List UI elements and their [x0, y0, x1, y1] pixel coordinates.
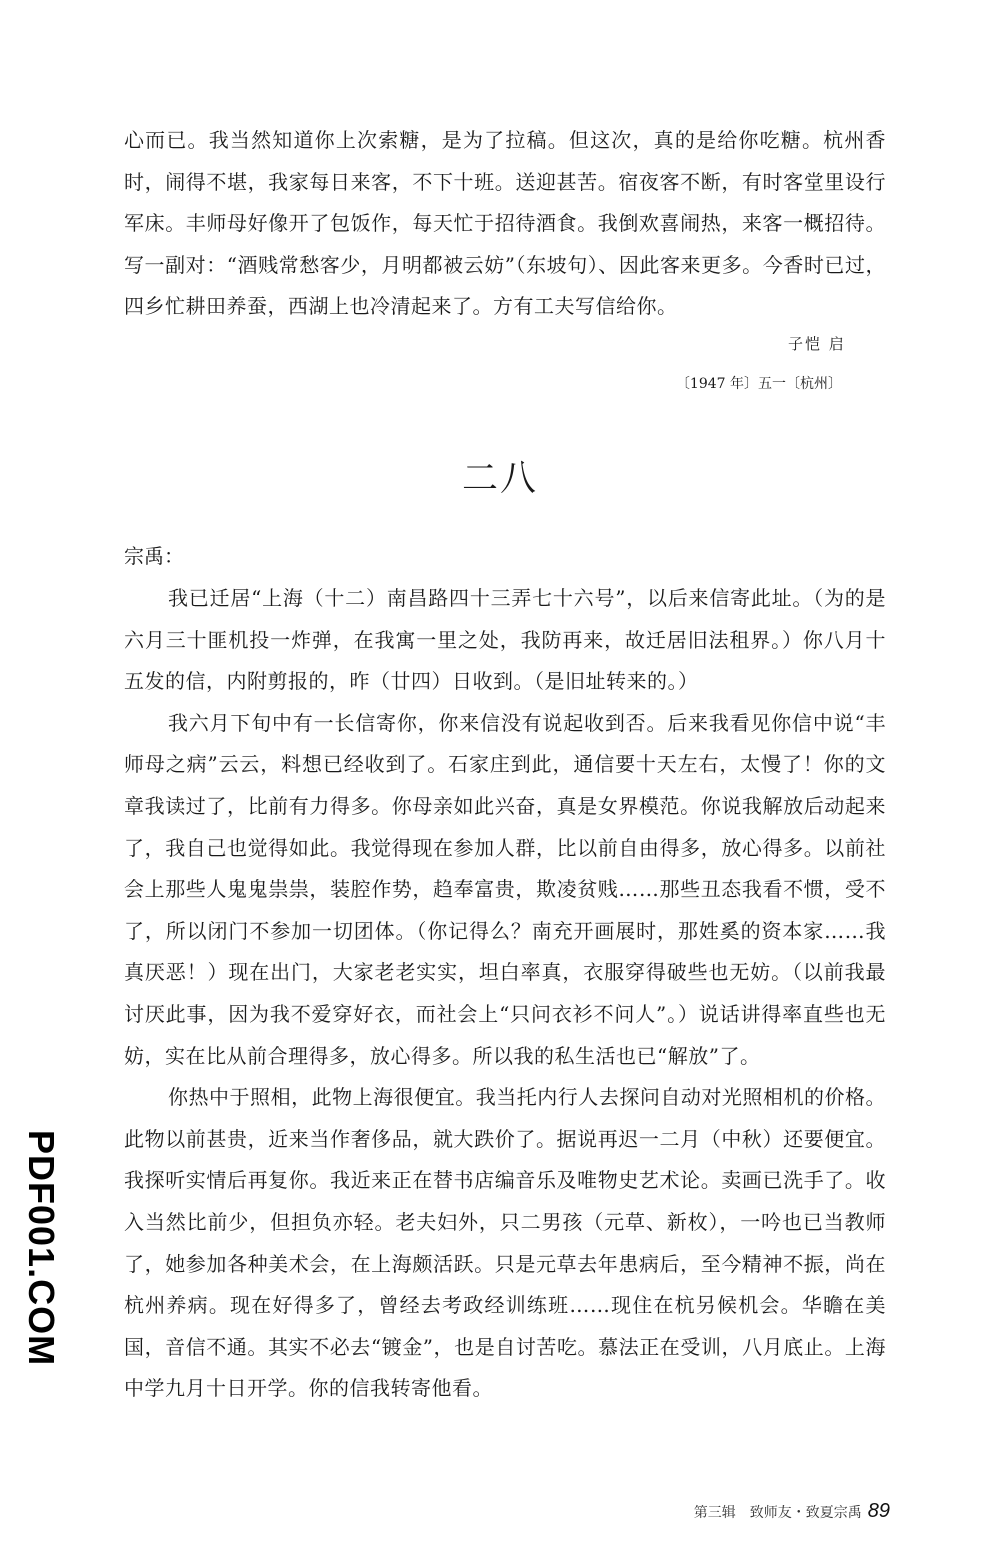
page-number: 89 — [867, 1500, 890, 1522]
paragraph: 你热中于照相，此物上海很便宜。我当托内行人去探问自动对光照相机的价格。此物以前甚贵，近来当作奢侈品，就大跌价了。据说再迟一二月（中秋）还要便宜。我探听实情后再复你。我近来正在替书店编音乐及唯物史艺术论。卖画已洗手了。收入当然比前少，但担负亦轻。老夫妇外，只二男孩（元草、新枚），一吟也已当教师了，她参加各种美术会，在上海颇活跃。只是元草去年患病后，至今精神不振，尚在杭州养病。现在好得多了，曾经去考政经训练班……现住在杭另候机会。华瞻在美国，音信不通。其实不必去“镀金”，也是自讨苦吃。慕法正在受训，八月底止。上海中学九月十日开学。你的信我转寄他看。 — [124, 1085, 886, 1401]
watermark: PDF001.COM — [21, 1130, 62, 1367]
letter-27-date: 〔1947 年〕五一〔杭州〕 — [675, 376, 842, 392]
letter-28-salutation: 宗禹： — [124, 544, 184, 568]
letter-28-heading: 二八 — [461, 458, 538, 499]
letter-27-signature: 子恺 启 — [788, 335, 846, 353]
letter-27-closing-text: 心而已。我当然知道你上次索糖，是为了拉稿。但这次，真的是给你吃糖。杭州香时，闹得不堪，我家每日来客，不下十班。送迎甚苦。宿夜客不断，有时客堂里设行军床。丰师母好像开了包饭作，每天忙于招待酒食。我倒欢喜闹热，来客一概招待。写一副对：“酒贱常愁客少，月明都被云妨”（东坡句）、因此客来更多。今香时已过，四乡忙耕田养蚕，西湖上也冷清起来了。方有工夫写信给你。 — [124, 128, 886, 318]
footer-section: 第三辑 致师友・致夏宗禹 — [693, 1505, 862, 1521]
letter-28-body — [124, 578, 886, 1410]
paragraph: 我六月下旬中有一长信寄你，你来信没有说起收到否。后来我看见你信中说“丰师母之病”云云，料想已经收到了。石家庄到此，通信要十天左右，太慢了！你的文章我读过了，比前有力得多。你母亲如此兴奋，真是女界模范。你说我解放后动起来了，我自己也觉得如此。我觉得现在参加人群，比以前自由得多，放心得多。以前社会上那些人鬼鬼祟祟，装腔作势，趋奉富贵，欺凌贫贱……那些丑态我看不惯，受不了，所以闭门不参加一切团体。（你记得么？南充开画展时，那姓奚的资本家……我真厌恶！）现在出门，大家老老实实，坦白率真，衣服穿得破些也无妨。（以前我最讨厌此事，因为我不爱穿好衣，而社会上“只问衣衫不问人”。）说话讲得率直些也无妨，实在比从前合理得多，放心得多。所以我的私生活也已“解放”了。 — [124, 710, 886, 1068]
page-footer — [650, 1500, 890, 1523]
paragraph: 我已迁居“上海（十二）南昌路四十三弄七十六号”，以后来信寄此址。（为的是六月三十匪机投一炸弹，在我寓一里之处，我防再来，故迁居旧法租界。）你八月十五发的信，内附剪报的，昨（廿四）日收到。（是旧址转来的。） — [124, 586, 886, 694]
